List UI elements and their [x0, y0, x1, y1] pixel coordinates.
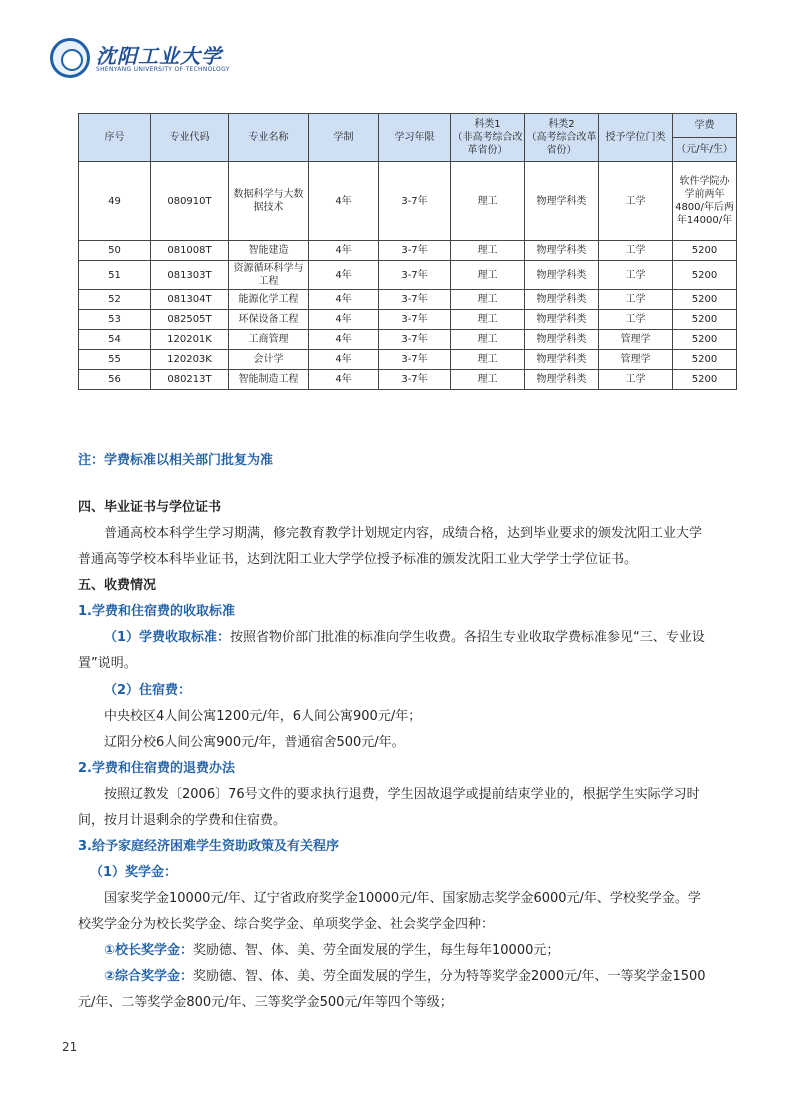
cell-name: 环保设备工程 — [229, 310, 309, 330]
col-cat2-sub: （高考综合改革省份） — [526, 132, 597, 156]
cell-fee: 5200 — [673, 241, 737, 261]
table-row — [79, 310, 737, 330]
cell-code: 081304T — [151, 290, 229, 310]
cell-years: 3-7年 — [379, 241, 451, 261]
president-scholarship-line — [78, 940, 738, 962]
cell-cat2: 物理学科类 — [525, 310, 599, 330]
cell-code: 120201K — [151, 330, 229, 350]
cell-seq: 52 — [79, 290, 151, 310]
accommodation-liaoyang: 辽阳分校6人间公寓900元/年，普通宿舍500元/年。 — [104, 735, 405, 750]
col-duration: 学制 — [309, 114, 379, 162]
cell-cat1: 理工 — [451, 350, 525, 370]
cell-duration: 4年 — [309, 330, 379, 350]
section-4-paragraph-line2: 普通高等学校本科毕业证书，达到沈阳工业大学学位授予标准的颁发沈阳工业大学学士学位证书。 — [78, 552, 638, 567]
cell-seq: 50 — [79, 241, 151, 261]
accommodation-main-campus: 中央校区4人间公寓1200元/年，6人间公寓900元/年； — [104, 709, 422, 724]
cell-degree: 工学 — [599, 370, 673, 390]
cell-degree: 管理学 — [599, 330, 673, 350]
page-number: 21 — [62, 1040, 78, 1054]
cell-seq: 51 — [79, 261, 151, 290]
subsection-1-title: 1.学费和住宿费的收取标准 — [78, 604, 235, 619]
cell-code: 081303T — [151, 261, 229, 290]
cell-fee: 5200 — [673, 370, 737, 390]
cell-name: 能源化学工程 — [229, 290, 309, 310]
fee-table — [78, 113, 737, 390]
scholarship-label: （1）奖学金： — [90, 865, 178, 880]
comprehensive-scholarship-line2: 元/年、二等奖学金800元/年、三等奖学金500元/年等四个等级； — [78, 995, 453, 1010]
cell-cat2: 物理学科类 — [525, 370, 599, 390]
tuition-standard-text: 按照省物价部门批准的标准向学生收费。各招生专业收取学费标准参见“三、专业设 — [230, 630, 705, 645]
col-code: 专业代码 — [151, 114, 229, 162]
cell-cat1: 理工 — [451, 370, 525, 390]
table-row — [79, 241, 737, 261]
cell-seq: 53 — [79, 310, 151, 330]
cell-seq: 56 — [79, 370, 151, 390]
cell-code: 080213T — [151, 370, 229, 390]
section-4-paragraph-line1: 普通高校本科学生学习期满，修完教育教学计划规定内容，成绩合格，达到毕业要求的颁发沈阳工业大学 — [104, 526, 703, 541]
col-cat2 — [525, 114, 599, 162]
col-cat2-label: 科类2 — [548, 119, 575, 130]
cell-degree: 工学 — [599, 162, 673, 241]
cell-cat1: 理工 — [451, 290, 525, 310]
subsection-2-title: 2.学费和住宿费的退费办法 — [78, 761, 235, 776]
cell-seq: 49 — [79, 162, 151, 241]
col-name: 专业名称 — [229, 114, 309, 162]
comprehensive-scholarship-line1 — [78, 966, 738, 988]
cell-cat1: 理工 — [451, 330, 525, 350]
table-row — [79, 350, 737, 370]
cell-fee: 5200 — [673, 350, 737, 370]
cell-code: 082505T — [151, 310, 229, 330]
cell-fee: 5200 — [673, 290, 737, 310]
cell-years: 3-7年 — [379, 290, 451, 310]
tuition-standard-line1 — [104, 627, 740, 649]
cell-name: 会计学 — [229, 350, 309, 370]
cell-years: 3-7年 — [379, 350, 451, 370]
cell-code: 120203K — [151, 350, 229, 370]
cell-degree: 工学 — [599, 290, 673, 310]
cell-years: 3-7年 — [379, 330, 451, 350]
section-5-title: 五、收费情况 — [78, 578, 157, 593]
scholarship-paragraph-line1: 国家奖学金10000元/年、辽宁省政府奖学金10000元/年、国家励志奖学金6000元/年、学校奖学金。学 — [104, 891, 701, 906]
table-row — [79, 261, 737, 290]
school-name-cn: 沈阳工业大学 — [96, 44, 222, 68]
university-seal-icon — [50, 38, 90, 78]
tuition-standard-label: （1）学费收取标准： — [104, 630, 231, 645]
col-cat1-sub: （非高考综合改革省份） — [452, 132, 523, 156]
president-scholarship-text: 奖励德、智、体、美、劳全面发展的学生，每生每年10000元； — [193, 943, 560, 958]
refund-paragraph-line1: 按照辽教发〔2006〕76号文件的要求执行退费，学生因故退学或提前结束学业的，根据学生实际学习时 — [104, 787, 700, 802]
cell-degree: 工学 — [599, 310, 673, 330]
cell-cat2: 物理学科类 — [525, 162, 599, 241]
col-cat1 — [451, 114, 525, 162]
cell-cat1: 理工 — [451, 162, 525, 241]
col-fee-unit: （元/年/生） — [673, 138, 737, 162]
table-row — [79, 370, 737, 390]
cell-code: 081008T — [151, 241, 229, 261]
cell-fee: 软件学院办学前两年4800/年后两年14000/年 — [673, 162, 737, 241]
table-row — [79, 290, 737, 310]
cell-cat1: 理工 — [451, 241, 525, 261]
cell-fee: 5200 — [673, 330, 737, 350]
col-cat1-label: 科类1 — [474, 119, 501, 130]
cell-degree: 工学 — [599, 241, 673, 261]
cell-cat2: 物理学科类 — [525, 350, 599, 370]
cell-seq: 54 — [79, 330, 151, 350]
comprehensive-scholarship-label: ②综合奖学金： — [104, 969, 194, 984]
cell-cat2: 物理学科类 — [525, 290, 599, 310]
table-header-row — [79, 114, 737, 138]
cell-years: 3-7年 — [379, 261, 451, 290]
tuition-standard-line2: 置”说明。 — [78, 656, 137, 671]
col-fee: 学费 — [673, 114, 737, 138]
cell-duration: 4年 — [309, 162, 379, 241]
accommodation-label: （2）住宿费： — [104, 683, 192, 698]
cell-fee: 5200 — [673, 261, 737, 290]
cell-name: 智能制造工程 — [229, 370, 309, 390]
cell-fee: 5200 — [673, 310, 737, 330]
cell-code: 080910T — [151, 162, 229, 241]
cell-cat2: 物理学科类 — [525, 241, 599, 261]
cell-seq: 55 — [79, 350, 151, 370]
cell-duration: 4年 — [309, 290, 379, 310]
school-name-en: SHENYANG UNIVERSITY OF TECHNOLOGY — [96, 66, 230, 73]
cell-duration: 4年 — [309, 261, 379, 290]
cell-cat1: 理工 — [451, 261, 525, 290]
cell-years: 3-7年 — [379, 370, 451, 390]
cell-name: 工商管理 — [229, 330, 309, 350]
scholarship-paragraph-line2: 校奖学金分为校长奖学金、综合奖学金、单项奖学金、社会奖学金四种： — [78, 917, 495, 932]
cell-degree: 管理学 — [599, 350, 673, 370]
col-degree: 授予学位门类 — [599, 114, 673, 162]
cell-duration: 4年 — [309, 241, 379, 261]
cell-duration: 4年 — [309, 310, 379, 330]
university-logo — [50, 38, 230, 82]
cell-duration: 4年 — [309, 350, 379, 370]
col-years: 学习年限 — [379, 114, 451, 162]
cell-duration: 4年 — [309, 370, 379, 390]
cell-cat2: 物理学科类 — [525, 261, 599, 290]
refund-paragraph-line2: 间，按月计退剩余的学费和住宿费。 — [78, 813, 287, 828]
cell-degree: 工学 — [599, 261, 673, 290]
cell-cat2: 物理学科类 — [525, 330, 599, 350]
cell-name: 智能建造 — [229, 241, 309, 261]
section-4-title: 四、毕业证书与学位证书 — [78, 500, 222, 515]
cell-years: 3-7年 — [379, 310, 451, 330]
comprehensive-scholarship-text: 奖励德、智、体、美、劳全面发展的学生，分为特等奖学金2000元/年、一等奖学金1500 — [193, 969, 706, 984]
fee-note: 注：学费标准以相关部门批复为准 — [78, 453, 274, 468]
subsection-3-title: 3.给予家庭经济困难学生资助政策及有关程序 — [78, 839, 339, 854]
cell-cat1: 理工 — [451, 310, 525, 330]
president-scholarship-label: ①校长奖学金： — [104, 943, 194, 958]
col-seq: 序号 — [79, 114, 151, 162]
cell-years: 3-7年 — [379, 162, 451, 241]
cell-name: 资源循环科学与工程 — [229, 261, 309, 290]
cell-name: 数据科学与大数据技术 — [229, 162, 309, 241]
table-row — [79, 162, 737, 241]
table-row — [79, 330, 737, 350]
